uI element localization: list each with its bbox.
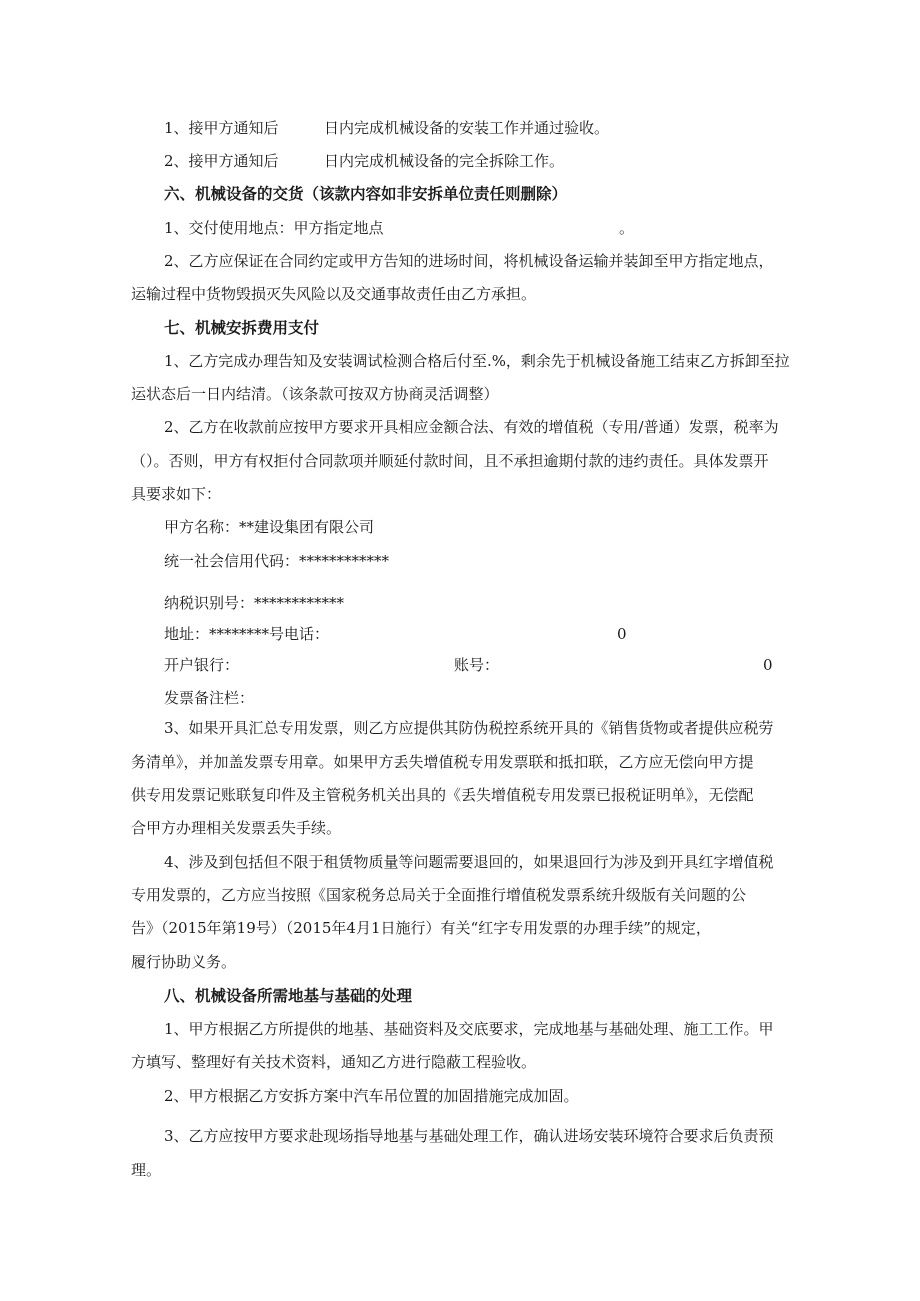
invoice-address-value: 0 <box>617 625 627 643</box>
clause-1 <box>164 118 279 138</box>
s7-4-line-2: 专用发票的，乙方应当按照《国家税务总局关于全面推行增值税发票系统升级版有关问题的公 <box>131 886 747 904</box>
s8-3-line-2: 理。 <box>131 1161 162 1179</box>
s7-4-line-3: 告》（2015年第19号）（2015年4月1日施行）有关“红字专用发票的办理手续”的规定， <box>131 919 711 937</box>
clause-2-rest: 日内完成机械设备的完全拆除工作。 <box>324 152 565 170</box>
s8-2-text: 2、甲方根据乙方安拆方案中汽车吊位置的加固措施完成加固。 <box>164 1087 579 1105</box>
section-7-heading: 七、机械安拆费用支付 <box>164 319 320 337</box>
invoice-account-label: 账号： <box>454 656 500 674</box>
s6-1-end: 。 <box>619 219 635 237</box>
invoice-account-value: 0 <box>763 656 773 674</box>
s6-2-line-2: 运输过程中货物毁损灭失风险以及交通事故责任由乙方承担。 <box>131 285 537 303</box>
s7-1-line-2: 运状态后一日内结清。（该条款可按双方协商灵活调整） <box>131 385 499 403</box>
s7-4-line-1: 4、涉及到包括但不限于租赁物质量等问题需要退回的，如果退回行为涉及到开具红字增值税 <box>164 853 774 871</box>
s7-3-line-1: 3、如果开具汇总专用发票，则乙方应提供其防伪税控系统开具的《销售货物或者提供应税劳 <box>164 719 774 737</box>
s8-1-line-2: 方填写、整理好有关技术资料，通知乙方进行隐蔽工程验收。 <box>131 1053 537 1071</box>
s7-3-line-4: 合甲方办理相关发票丢失手续。 <box>131 819 342 837</box>
s6-2-line-1: 2、乙方应保证在合同约定或甲方告知的进场时间，将机械设备运输并装卸至甲方指定地点， <box>164 252 774 270</box>
s6-1-text: 1、交付使用地点：甲方指定地点 <box>164 219 384 237</box>
invoice-bank-label: 开户银行： <box>164 656 240 674</box>
s7-4-line-4: 履行协助义务。 <box>131 953 237 971</box>
s8-1-line-1: 1、甲方根据乙方所提供的地基、基础资料及交底要求，完成地基与基础处理、施工工作。甲 <box>164 1020 774 1038</box>
section-8-heading: 八、机械设备所需地基与基础的处理 <box>164 987 413 1005</box>
section-6-heading: 六、机械设备的交货（该款内容如非安拆单位责任则删除） <box>164 185 568 203</box>
invoice-buyer-name: 甲方名称：**建设集团有限公司 <box>164 518 375 536</box>
clause-2-prefix: 2、接甲方通知后 <box>164 152 279 170</box>
s7-1-line-1: 1、乙方完成办理告知及安装调试检测合格后付至.%，剩余先于机械设备施工结束乙方拆卸至拉 <box>164 352 790 370</box>
invoice-remarks-label: 发票备注栏： <box>164 689 255 707</box>
s7-2-line-2: （）。否则，甲方有权拒付合同款项并顺延付款时间，且不承担逾期付款的违约责任。具体发票开 <box>131 452 769 470</box>
invoice-tax-id: 纳税识别号：************ <box>164 594 345 612</box>
clause-1-rest: 日内完成机械设备的安装工作并通过验收。 <box>324 119 610 137</box>
invoice-address-label: 地址：********号电话： <box>164 625 330 643</box>
clause-1-prefix: 1、接甲方通知后 <box>164 119 279 137</box>
invoice-credit-code: 统一社会信用代码：************ <box>164 552 390 570</box>
s7-2-line-1: 2、乙方在收款前应按甲方要求开具相应金额合法、有效的增值税（专用/普通）发票，税率为 <box>164 418 779 436</box>
s7-3-line-3: 供专用发票记账联复印件及主管税务机关出具的《丢失增值税专用发票已报税证明单》，无偿配 <box>131 786 754 804</box>
s8-3-line-1: 3、乙方应按甲方要求赴现场指导地基与基础处理工作，确认进场安装环境符合要求后负责预 <box>164 1127 774 1145</box>
s7-3-line-2: 务清单》，并加盖发票专用章。如果甲方丢失增值税专用发票联和抵扣联，乙方应无偿向甲方提 <box>131 753 754 771</box>
s7-2-line-3: 具要求如下： <box>131 485 222 503</box>
